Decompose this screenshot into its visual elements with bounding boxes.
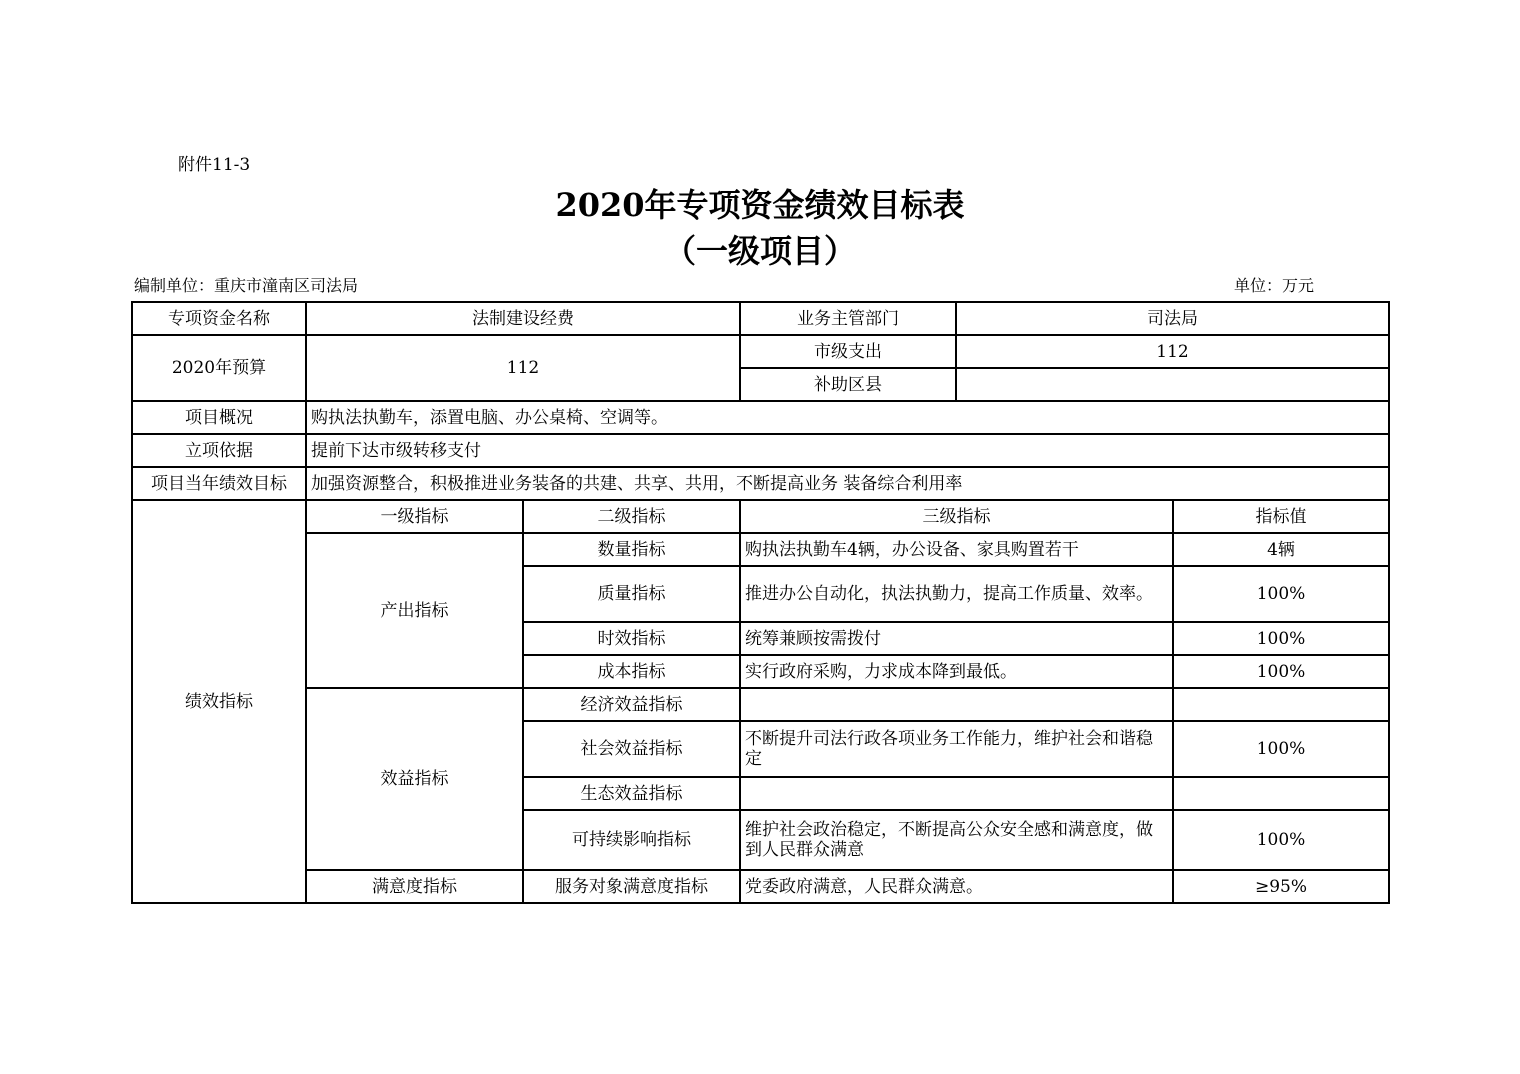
goal-label: 项目当年绩效目标 <box>132 467 306 500</box>
budget-value: 112 <box>306 335 740 401</box>
value-cell: 100% <box>1173 622 1389 655</box>
level2-cell: 成本指标 <box>523 655 740 688</box>
county-subsidy-value <box>956 368 1389 401</box>
table-row <box>132 401 1389 434</box>
value-cell: ≥95% <box>1173 870 1389 903</box>
value-cell: 4辆 <box>1173 533 1389 566</box>
header-level1: 一级指标 <box>306 500 523 533</box>
attachment-label: 附件11-3 <box>178 155 251 175</box>
value-cell: 100% <box>1173 566 1389 622</box>
level2-cell: 服务对象满意度指标 <box>523 870 740 903</box>
level3-cell: 统筹兼顾按需拨付 <box>740 622 1173 655</box>
level2-cell: 时效指标 <box>523 622 740 655</box>
performance-label: 绩效指标 <box>132 500 306 903</box>
level2-cell: 社会效益指标 <box>523 721 740 777</box>
table-row <box>132 688 1389 721</box>
dept-label: 业务主管部门 <box>740 302 956 335</box>
goal-value: 加强资源整合，积极推进业务装备的共建、共享、共用，不断提高业务 装备综合利用率 <box>306 467 1389 500</box>
table-row <box>132 302 1389 335</box>
performance-table <box>131 301 1390 904</box>
fund-name-value: 法制建设经费 <box>306 302 740 335</box>
table-row <box>132 500 1389 533</box>
header-value: 指标值 <box>1173 500 1389 533</box>
level3-cell: 推进办公自动化，执法执勤力，提高工作质量、效率。 <box>740 566 1173 622</box>
value-cell: 100% <box>1173 810 1389 870</box>
level2-cell: 生态效益指标 <box>523 777 740 810</box>
level2-cell: 可持续影响指标 <box>523 810 740 870</box>
table-row <box>132 870 1389 903</box>
basis-label: 立项依据 <box>132 434 306 467</box>
page-subtitle: （一级项目） <box>663 232 856 270</box>
table-row <box>132 335 1389 368</box>
output-indicator-label: 产出指标 <box>306 533 523 688</box>
table-row <box>132 434 1389 467</box>
overview-label: 项目概况 <box>132 401 306 434</box>
level3-cell <box>740 777 1173 810</box>
city-spend-label: 市级支出 <box>740 335 956 368</box>
org-label: 编制单位：重庆市潼南区司法局 <box>134 276 359 295</box>
level3-cell: 维护社会政治稳定，不断提高公众安全感和满意度，做到人民群众满意 <box>740 810 1173 870</box>
value-cell: 100% <box>1173 655 1389 688</box>
level3-cell: 不断提升司法行政各项业务工作能力，维护社会和谐稳定 <box>740 721 1173 777</box>
table-row <box>132 467 1389 500</box>
value-cell <box>1173 688 1389 721</box>
budget-label: 2020年预算 <box>132 335 306 401</box>
county-subsidy-label: 补助区县 <box>740 368 956 401</box>
unit-label: 单位：万元 <box>1234 276 1315 295</box>
level3-cell: 党委政府满意，人民群众满意。 <box>740 870 1173 903</box>
level3-cell: 购执法执勤车4辆，办公设备、家具购置若干 <box>740 533 1173 566</box>
basis-value: 提前下达市级转移支付 <box>306 434 1389 467</box>
value-cell <box>1173 777 1389 810</box>
table-row <box>132 533 1389 566</box>
fund-name-label: 专项资金名称 <box>132 302 306 335</box>
value-cell: 100% <box>1173 721 1389 777</box>
satisfaction-indicator-label: 满意度指标 <box>306 870 523 903</box>
header-level2: 二级指标 <box>523 500 740 533</box>
header-level3: 三级指标 <box>740 500 1173 533</box>
dept-value: 司法局 <box>956 302 1389 335</box>
level3-cell: 实行政府采购，力求成本降到最低。 <box>740 655 1173 688</box>
benefit-indicator-label: 效益指标 <box>306 688 523 870</box>
level3-cell <box>740 688 1173 721</box>
city-spend-value: 112 <box>956 335 1389 368</box>
level2-cell: 数量指标 <box>523 533 740 566</box>
level2-cell: 经济效益指标 <box>523 688 740 721</box>
page-title: 2020年专项资金绩效目标表 <box>555 186 965 224</box>
level2-cell: 质量指标 <box>523 566 740 622</box>
overview-value: 购执法执勤车，添置电脑、办公桌椅、空调等。 <box>306 401 1389 434</box>
